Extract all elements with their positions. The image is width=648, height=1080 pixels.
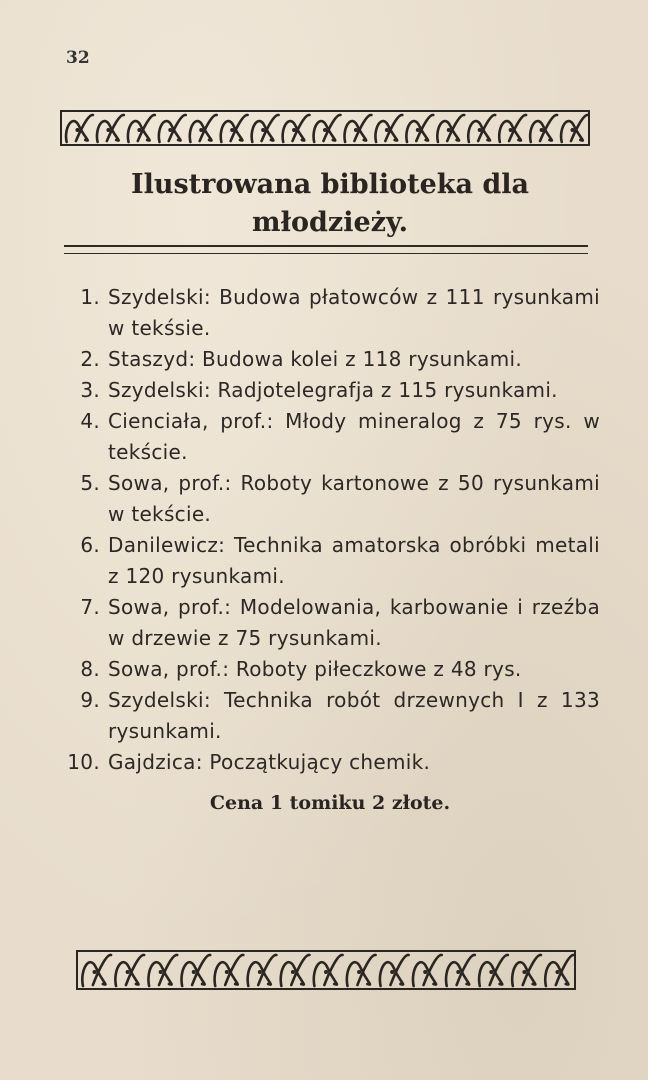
item-number: 8. <box>80 657 100 681</box>
list-item <box>60 592 600 654</box>
list-item <box>60 530 600 592</box>
item-text: Danilewicz: Technika amatorska obróbki metali z 120 rysunkami. <box>108 533 600 588</box>
list-item <box>60 685 600 747</box>
item-text: Szydelski: Budowa płatowców z 111 rysunkami w tekśsie. <box>108 285 600 340</box>
item-number: 6. <box>80 533 100 557</box>
item-text: Sowa, prof.: Roboty piłeczkowe z 48 rys. <box>108 657 522 681</box>
item-text: Sowa, prof.: Roboty kartonowe z 50 rysunkami w tekście. <box>108 471 600 526</box>
page-number: 32 <box>66 48 90 68</box>
list-item <box>60 654 600 685</box>
item-number: 2. <box>80 347 100 371</box>
item-number: 3. <box>80 378 100 402</box>
decorative-border-top <box>60 110 590 146</box>
item-text: Szydelski: Technika robót drzewnych I z 133 rysunkami. <box>108 688 600 743</box>
book-list <box>60 282 600 778</box>
price-note: Cena 1 tomiku 2 złote. <box>209 792 451 814</box>
item-number: 10. <box>67 750 100 774</box>
item-text: Szydelski: Radjotelegrafja z 115 rysunkami. <box>108 378 558 402</box>
item-number: 5. <box>80 471 100 495</box>
item-text: Staszyd: Budowa kolei z 118 rysunkami. <box>108 347 523 371</box>
title-line-1: Ilustrowana biblioteka dla <box>130 169 530 200</box>
list-item <box>60 468 600 530</box>
item-number: 7. <box>80 595 100 619</box>
item-number: 9. <box>80 688 100 712</box>
decorative-border-bottom <box>76 950 576 990</box>
list-item <box>60 406 600 468</box>
list-item <box>60 375 600 406</box>
double-rule-divider <box>64 245 588 257</box>
list-item <box>60 282 600 344</box>
item-number: 4. <box>80 409 100 433</box>
page-title <box>60 166 600 242</box>
list-item <box>60 747 600 778</box>
item-text: Sowa, prof.: Modelowania, karbowanie i rzeźba w drzewie z 75 rysunkami. <box>108 595 600 650</box>
title-line-2: młodzieży. <box>252 207 408 238</box>
item-text: Cienciała, prof.: Młody mineralog z 75 rys. w tekście. <box>108 409 600 464</box>
list-item <box>60 344 600 375</box>
item-number: 1. <box>80 285 100 309</box>
item-text: Gajdzica: Początkujący chemik. <box>108 750 431 774</box>
